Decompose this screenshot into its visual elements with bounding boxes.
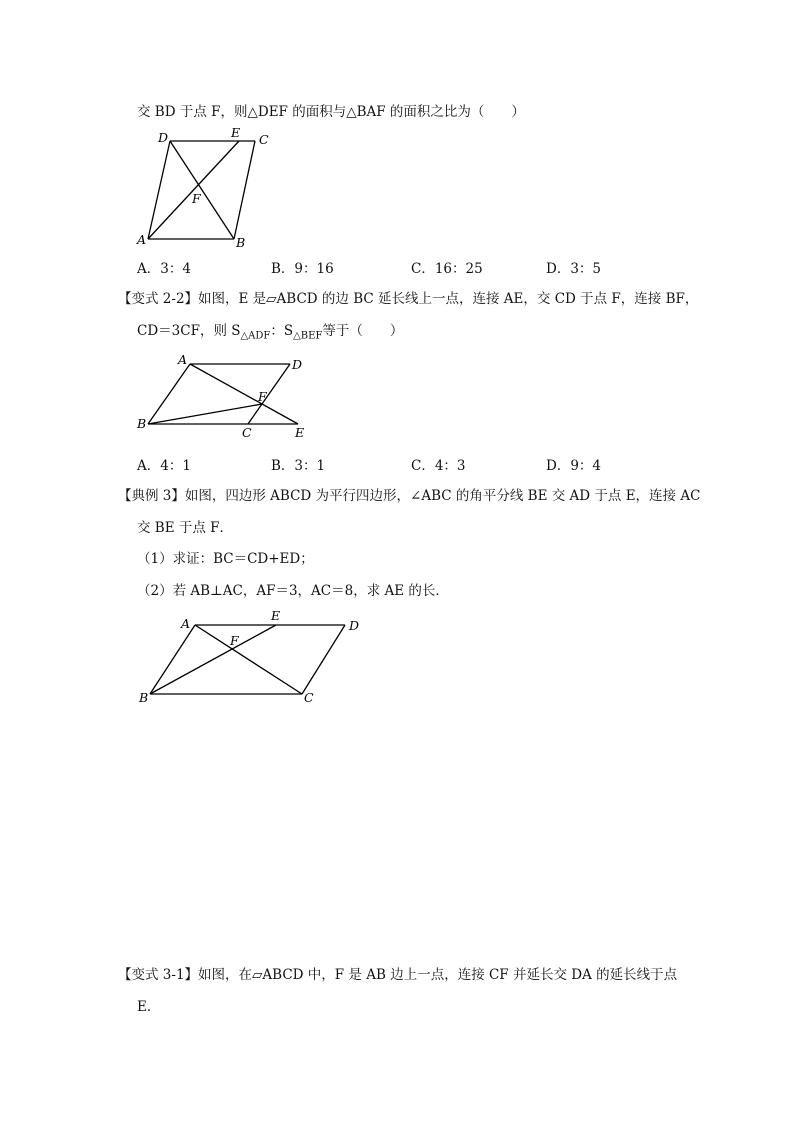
q3-label-b: B: [139, 690, 149, 705]
q1-label-c: C: [259, 132, 269, 147]
q2-option-a[interactable]: A．4：1: [137, 458, 191, 474]
q3-label-f: F: [230, 633, 239, 648]
q3-part1: （1）求证：BC＝CD+ED；: [137, 551, 314, 567]
q2-line2-mid: ：S: [270, 323, 294, 339]
q2-label-c: C: [242, 425, 252, 440]
q2-option-c[interactable]: C．4：3: [411, 458, 466, 474]
q2-sub2: △BEF: [293, 330, 323, 342]
q2-figure: [130, 350, 320, 445]
q1-label-f: F: [192, 191, 201, 206]
q2-label-b: B: [137, 416, 147, 431]
q4-line1: 【变式 3-1】如图，在▱ABCD 中，F 是 AB 边上一点，连接 CF 并延长交 DA 的延长线于点: [118, 967, 678, 983]
q2-sub1: △ADF: [240, 330, 271, 342]
q2-line2-suffix: 等于（ ）: [322, 323, 404, 339]
q1-stem: 交 BD 于点 F，则△DEF 的面积与△BAF 的面积之比为（ ）: [137, 104, 525, 120]
q3-figure: [130, 605, 370, 710]
q1-label-d: D: [158, 130, 169, 145]
q2-label-d: D: [292, 357, 303, 372]
q2-option-b[interactable]: B．3：1: [271, 458, 326, 474]
q1-label-e: E: [231, 125, 241, 140]
q3-label-d: D: [349, 618, 360, 633]
q1-option-b[interactable]: B．9：16: [271, 261, 334, 277]
q3-part2: （2）若 AB⊥AC，AF＝3，AC＝8，求 AE 的长．: [137, 583, 449, 599]
q2-label-e: E: [295, 425, 305, 440]
q3-label-a: A: [181, 616, 191, 631]
q1-figure: [130, 125, 290, 255]
q2-label-a: A: [178, 352, 188, 367]
q3-line2: 交 BE 于点 F．: [137, 520, 234, 536]
q2-option-d[interactable]: D．9：4: [546, 458, 602, 474]
q1-option-a[interactable]: A．3：4: [137, 261, 191, 277]
q3-line1: 【典例 3】如图，四边形 ABCD 为平行四边形，∠ABC 的角平分线 BE 交 AD 于点 E，连接 AC: [118, 488, 701, 504]
q1-label-a: A: [137, 232, 147, 247]
q2-line1: 【变式 2-2】如图，E 是▱ABCD 的边 BC 延长线上一点，连接 AE，交 CD 于点 F，连接 BF，: [118, 291, 699, 307]
q4-line2: E．: [137, 999, 161, 1015]
q2-line2-prefix: CD＝3CF，则 S: [137, 323, 241, 339]
q2-label-f: F: [258, 389, 267, 404]
q1-option-c[interactable]: C．16：25: [411, 261, 483, 277]
q3-label-e: E: [271, 608, 281, 623]
q2-line2: [137, 322, 403, 346]
q1-option-d[interactable]: D．3：5: [546, 261, 602, 277]
q3-label-c: C: [304, 690, 314, 705]
q1-label-b: B: [236, 235, 246, 250]
